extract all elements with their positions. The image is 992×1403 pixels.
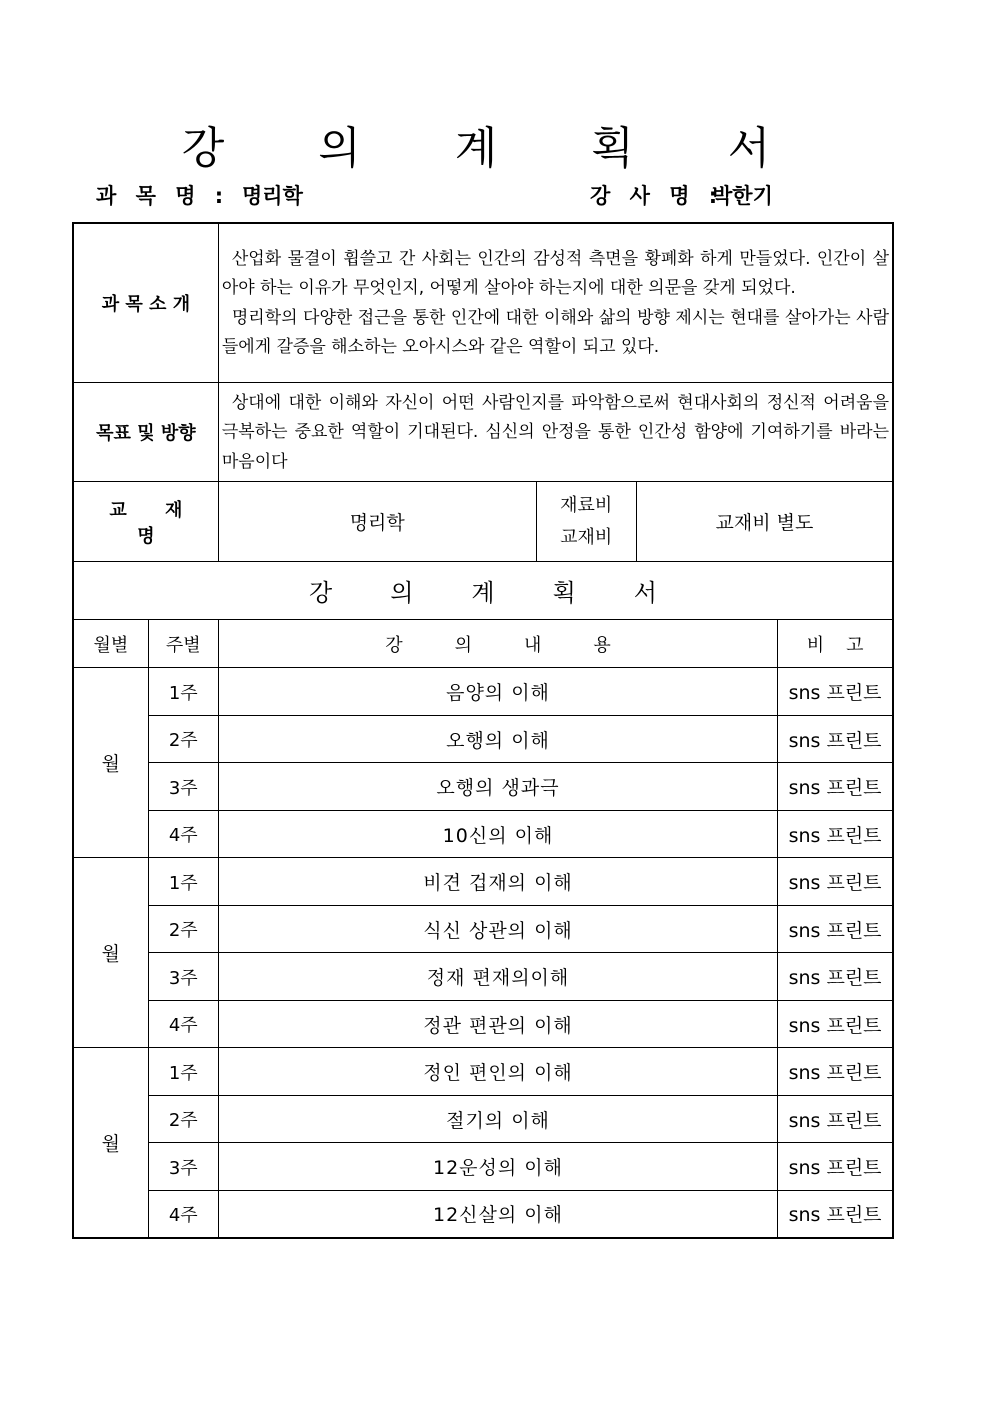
- header-content: 강의내용: [218, 620, 777, 668]
- table-row: [73, 1048, 893, 1096]
- week-cell: 4주: [148, 1191, 218, 1238]
- table-row: [73, 953, 893, 1001]
- header-note: 비고: [778, 620, 893, 668]
- plan-title-row: [73, 562, 893, 620]
- document-title: 강 의 계 획 서: [181, 123, 811, 174]
- table-row: [73, 1191, 893, 1238]
- goal-text: [218, 382, 893, 482]
- content-cell: 10신의 이해: [218, 811, 777, 858]
- content-cell: 12운성의 이해: [218, 1143, 777, 1191]
- content-cell: 비견 겁재의 이해: [218, 858, 777, 906]
- week-cell: 4주: [148, 811, 218, 858]
- content-cell: 식신 상관의 이해: [218, 906, 777, 953]
- week-cell: 3주: [148, 1143, 218, 1191]
- textbook-label: 교 재 명: [73, 482, 218, 562]
- table-row: [73, 1001, 893, 1048]
- content-cell: 정재 편재의이해: [218, 953, 777, 1001]
- table-row: [73, 858, 893, 906]
- fee-label: [536, 482, 636, 562]
- week-cell: 2주: [148, 716, 218, 763]
- intro-row: [73, 223, 893, 382]
- intro-text: [218, 223, 893, 382]
- fee-label-material: 재료비: [560, 494, 613, 516]
- content-cell: 오행의 생과극: [218, 763, 777, 811]
- note-cell: sns 프린트: [778, 811, 893, 858]
- meta-row: [0, 180, 992, 210]
- content-cell: 오행의 이해: [218, 716, 777, 763]
- textbook-name: 명리학: [218, 482, 536, 562]
- note-cell: sns 프린트: [778, 716, 893, 763]
- goal-label: 목표 및 방향: [73, 382, 218, 482]
- goal-paragraph: 상대에 대한 이해와 자신이 어떤 사람인지를 파악함으로써 현대사회의 정신적 어려움을 극복하는 중요한 역할이 기대된다. 심신의 안정을 통한 인간성 함양에 기여하기를 바라는 마음이다: [221, 392, 889, 472]
- week-cell: 2주: [148, 1096, 218, 1143]
- note-cell: sns 프린트: [778, 1191, 893, 1238]
- content-cell: 음양의 이해: [218, 668, 777, 716]
- goal-row: [73, 382, 893, 482]
- month-label: 월: [73, 858, 148, 1048]
- note-cell: sns 프린트: [778, 1048, 893, 1096]
- table-row: [73, 906, 893, 953]
- table-row: [73, 668, 893, 716]
- table-row: [73, 811, 893, 858]
- week-cell: 1주: [148, 668, 218, 716]
- instructor-name-label: 강 사 명 :: [590, 184, 724, 208]
- header-week: 주별: [148, 620, 218, 668]
- course-name-value: 명리학: [242, 184, 303, 208]
- week-cell: 3주: [148, 953, 218, 1001]
- table-row: [73, 1143, 893, 1191]
- content-cell: 절기의 이해: [218, 1096, 777, 1143]
- month-label: 월: [73, 668, 148, 858]
- note-cell: sns 프린트: [778, 906, 893, 953]
- table-row: [73, 763, 893, 811]
- month-label: 월: [73, 1048, 148, 1238]
- content-cell: 12신살의 이해: [218, 1191, 777, 1238]
- week-cell: 3주: [148, 763, 218, 811]
- fee-label-textbook: 교재비: [560, 526, 613, 548]
- note-cell: sns 프린트: [778, 953, 893, 1001]
- course-name-label: 과 목 명 :: [96, 184, 230, 208]
- note-cell: sns 프린트: [778, 763, 893, 811]
- syllabus-table: [72, 222, 894, 1239]
- intro-paragraph-1: 산업화 물결이 휩쓸고 간 사회는 인간의 감성적 측면을 황폐화 하게 만들었다. 인간이 살아야 하는 이유가 무엇인지, 어떻게 살아야 하는지에 대한 의문을 갖게 되었다.: [221, 248, 889, 299]
- table-row: [73, 716, 893, 763]
- note-cell: sns 프린트: [778, 1096, 893, 1143]
- week-cell: 4주: [148, 1001, 218, 1048]
- week-cell: 2주: [148, 906, 218, 953]
- header-month: 월별: [73, 620, 148, 668]
- intro-label: 과 목 소 개: [73, 223, 218, 382]
- note-cell: sns 프린트: [778, 668, 893, 716]
- intro-paragraph-2: 명리학의 다양한 접근을 통한 인간에 대한 이해와 삶의 방향 제시는 현대를 살아가는 사람들에게 갈증을 해소하는 오아시스와 같은 역할이 되고 있다.: [221, 307, 889, 358]
- content-cell: 정관 편관의 이해: [218, 1001, 777, 1048]
- content-cell: 정인 편인의 이해: [218, 1048, 777, 1096]
- week-cell: 1주: [148, 1048, 218, 1096]
- note-cell: sns 프린트: [778, 1001, 893, 1048]
- instructor-name-value: 박한기: [712, 184, 773, 208]
- plan-header-row: [73, 620, 893, 668]
- textbook-row: [73, 482, 893, 562]
- week-cell: 1주: [148, 858, 218, 906]
- fee-value: 교재비 별도: [636, 482, 893, 562]
- note-cell: sns 프린트: [778, 1143, 893, 1191]
- plan-title: 강의계획서: [73, 562, 893, 620]
- note-cell: sns 프린트: [778, 858, 893, 906]
- table-row: [73, 1096, 893, 1143]
